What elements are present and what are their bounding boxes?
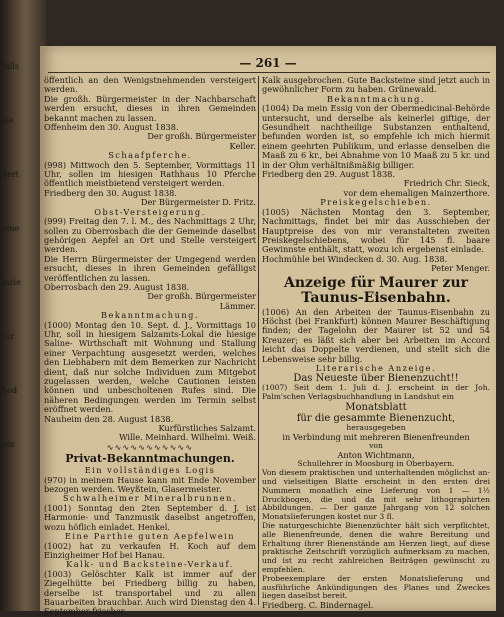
- small-print: (1007) Seit dem 1. Juli d. J. erscheint in der Joh. Palm'schen Verlagsbuchhandlung in Landshut ein: [262, 383, 490, 402]
- signature-line: Lämmer.: [219, 300, 256, 311]
- signature-line: Kurfürstliches Salzamt.: [158, 423, 256, 434]
- section-heading: Literarische Anzeige.: [315, 362, 437, 373]
- small-print: Von diesem praktischen und unterhaltenden möglichst an- und vielseitigen Blatte erscheint in den ersten drei Nummern monatlich eine Lieferung von 1 — 1½ Druckbogen, die und da mit sehr lithographirten Abbildungen. — Der ganze Jahrgang von 12 solchen Monatslieferungen kostet nur 3 fl.: [262, 468, 490, 522]
- section-heading: Schaafpferche.: [108, 150, 192, 161]
- footer-signature: Friedberg. C. Bindernagel.: [262, 600, 374, 611]
- section-heading: Obst-Versteigerung.: [94, 206, 206, 217]
- section-heading: Ein vollständiges Logis: [84, 465, 216, 476]
- spine-line: lezie: [2, 278, 21, 287]
- paragraph: öffentlich an den Wenigstnehmenden versteigert werden.: [44, 75, 256, 95]
- paragraph: (1005) Nächsten Montag den 3. September, Nachmittags, findet bei mir das Ausschieben der Hauptpreise des von mir veranstalteten zweiten Preiskegelschiebens, wobei für 145 fl. baare Gewinnste enthält, statt, wozu ich ergebenst einlade.: [262, 206, 490, 255]
- paragraph: (1003) Gelöschter Kalk ist immer auf der Ziegelhütte bei Friedberg billig zu haben, derselbe ist transportabel und zu allen Bauarbeiten brauchbar. Auch wird Dienstag den 4. September frischer: [44, 568, 256, 617]
- spine-line: eine: [2, 224, 20, 233]
- ornament-divider: ∿∿∿∿∿∿∿∿∿∿∿: [106, 441, 194, 452]
- spine-line: sie: [2, 116, 14, 125]
- signature-line: Der Bürgermeister D. Fritz.: [140, 197, 256, 208]
- spine-line: dert: [2, 170, 19, 179]
- section-heading: Kalk- und Backsteine-Verkauf.: [66, 559, 234, 570]
- spine-line: falls: [2, 62, 19, 71]
- signature-line: Keller.: [229, 140, 256, 151]
- newspaper-page: [40, 46, 496, 617]
- page-number: — 261 —: [239, 56, 297, 70]
- spine-line: tur: [2, 332, 15, 341]
- title-line: Monatsblatt: [345, 401, 407, 413]
- signature-line: Wille. Meinhard. Wilhelmi. Weiß.: [119, 432, 256, 443]
- small-print: Probeexemplare der ersten Monatslieferung und ausführliche Ankündigungen des Planes und Zweckes liegen daselbst bereit.: [262, 573, 490, 601]
- section-heading: Bekanntmachung.: [101, 310, 199, 321]
- signature-line: Friedrich Chr. Sieck,: [403, 178, 490, 189]
- signature-line: Peter Menger.: [431, 263, 490, 274]
- small-centered: herausgegeben: [346, 422, 406, 432]
- paragraph: (1001) Sonntag den 2ten September d. J. ist Harmonie- und Tanzmusik daselbst angetroffen, wozu höflich einladet. Henkel.: [44, 502, 256, 532]
- paragraph: Die Herrn Bürgermeister der Umgegend werden ersucht, dieses in ihren Gemeinden gefälligst veröffentlichen zu lassen.: [44, 253, 256, 283]
- signature-line: vor dem ehemaligen Mainzerthore.: [343, 187, 490, 198]
- paragraph: (970) in meinem Hause kann mit Ende November bezogen werden. Weyßtein, Glasermeister.: [44, 474, 256, 495]
- section-heading: Eine Parthie guten Aepfelwein: [64, 531, 236, 542]
- section-heading: Bekanntmachung.: [327, 93, 425, 104]
- left-column: [44, 76, 256, 617]
- paragraph: (1004) Da mein Essig von der Obermedicinal-Behörde untersucht, und derselbe als keinerlei giftige, der Gesundheit nachtheilige Substanzen enthaltend, befunden worden ist, so empfehle ich mich hiermit einem geehrten Publikum, und erlasse denselben die Maaß zu 6 kr., bei Abnahme von 10 Maaß zu 5 kr. und in der Ohm verhältnißmäßig billiger.: [262, 103, 490, 170]
- paragraph: Hochmühle bei Windecken d. 30. Aug. 1838.: [262, 253, 448, 264]
- section-heading: Schwalheimer Mineralbrunnen.: [62, 493, 238, 504]
- section-heading: Preiskegelschieben.: [320, 197, 432, 208]
- signature-line: Der großh. Bürgermeister: [147, 291, 256, 302]
- paragraph: Oberrosbach den 29. August 1838.: [44, 281, 190, 292]
- spine-line: bod: [2, 386, 18, 395]
- paragraph: (1006) An den Arbeiten der Taunus-Eisenbahn zu Höchst (bei Frankfurt) können Maurer Beschäftigung finden; der Tagelohn der Maurer ist 52 und 54 Kreuzer; es läßt sich aber bei Arbeiten im Accord leicht das Doppelte verdienen, und stellt sich die Lebensweise sehr billig.: [262, 306, 490, 364]
- signature-line: Der großh. Bürgermeister: [147, 131, 256, 142]
- centered-line: in Verbindung mit mehreren Bienenfreunden: [282, 431, 470, 442]
- header-rule: [48, 72, 490, 73]
- paragraph: Friedberg den 30. August 1838.: [44, 187, 177, 198]
- right-column: [262, 76, 490, 611]
- small-centered: von: [369, 441, 383, 451]
- spine-text: [2, 60, 42, 492]
- paragraph: (1002) hat zu verkaufen H. Koch auf dem Einzigheimer Hof bei Hanau.: [44, 540, 256, 560]
- paragraph: Offenheim den 30. August 1838.: [44, 122, 179, 133]
- small-centered: Schullehrer in Moosburg in Oberbayern.: [297, 459, 455, 469]
- spine-line: ein: [2, 440, 15, 449]
- centered-line: Anton Wichtmann,: [337, 449, 415, 460]
- title-line: Das Neueste über Bienenzucht!!: [293, 373, 459, 385]
- paragraph: Nauheim den 28. August 1838.: [44, 413, 174, 424]
- paragraph: (1000) Montag den 10. Sept. d. J., Vormittags 10 Uhr, soll in hiesigem Salzamts-Lokal die hiesige Saline- Wirthschaft mit Wohnung und Stallung einer Verpachtung ausgesetzt werden, welches den Liebhabern mit dem Bemerken zur Nachricht dient, daß nur solche Individuen zum Mitgebot zugelassen werden, welche Cautionen leisten können und unbescholtenen Rufes sind. Die näheren Bedingungen werden im Termin selbst eröffnet werden.: [44, 319, 256, 415]
- heading: Privat-Bekanntmachungen.: [65, 452, 235, 466]
- headline: Anzeige für Maurer zur Taunus-Eisenbahn.: [283, 274, 469, 306]
- paragraph: Friedberg den 29. August 1838.: [262, 169, 395, 180]
- column-divider: [258, 76, 259, 605]
- title-line: für die gesammte Bienenzucht,: [296, 412, 456, 424]
- paragraph: Die großh. Bürgermeister in der Nachbarschaft werden ersucht, dieses in ihren Gemeinden bekannt machen zu lassen.: [44, 93, 256, 123]
- small-print: Die naturgeschichte Bienenzüchter hält sich verpflichtet, alle Bienenfreunde, denen die wahre Bereitung und Erhaltung ihrer Bienenstände am Herzen liegt, auf diese praktische Zeitschrift vorzüglich aufmerksam zu machen, und ist zu recht zahlreichen Beiträgen gewünscht zu empfehlen.: [262, 520, 490, 574]
- paragraph: Kalk ausgebrochen. Gute Backsteine sind jetzt auch in gewöhnlicher Form zu haben. Grünewald.: [262, 75, 490, 95]
- paragraph: (998) Mittwoch den 5. September, Vormittags 11 Uhr, sollen im hiesigen Rathhaus 10 Pferche öffentlich meistbietend versteigert werden.: [44, 159, 256, 189]
- paragraph: (999) Freitag den 7. l. M., des Nachmittags 2 Uhr, sollen zu Oberrosbach die der Gemeinde daselbst gehörigen Aepfel an Ort und Stelle versteigert werden.: [44, 216, 256, 255]
